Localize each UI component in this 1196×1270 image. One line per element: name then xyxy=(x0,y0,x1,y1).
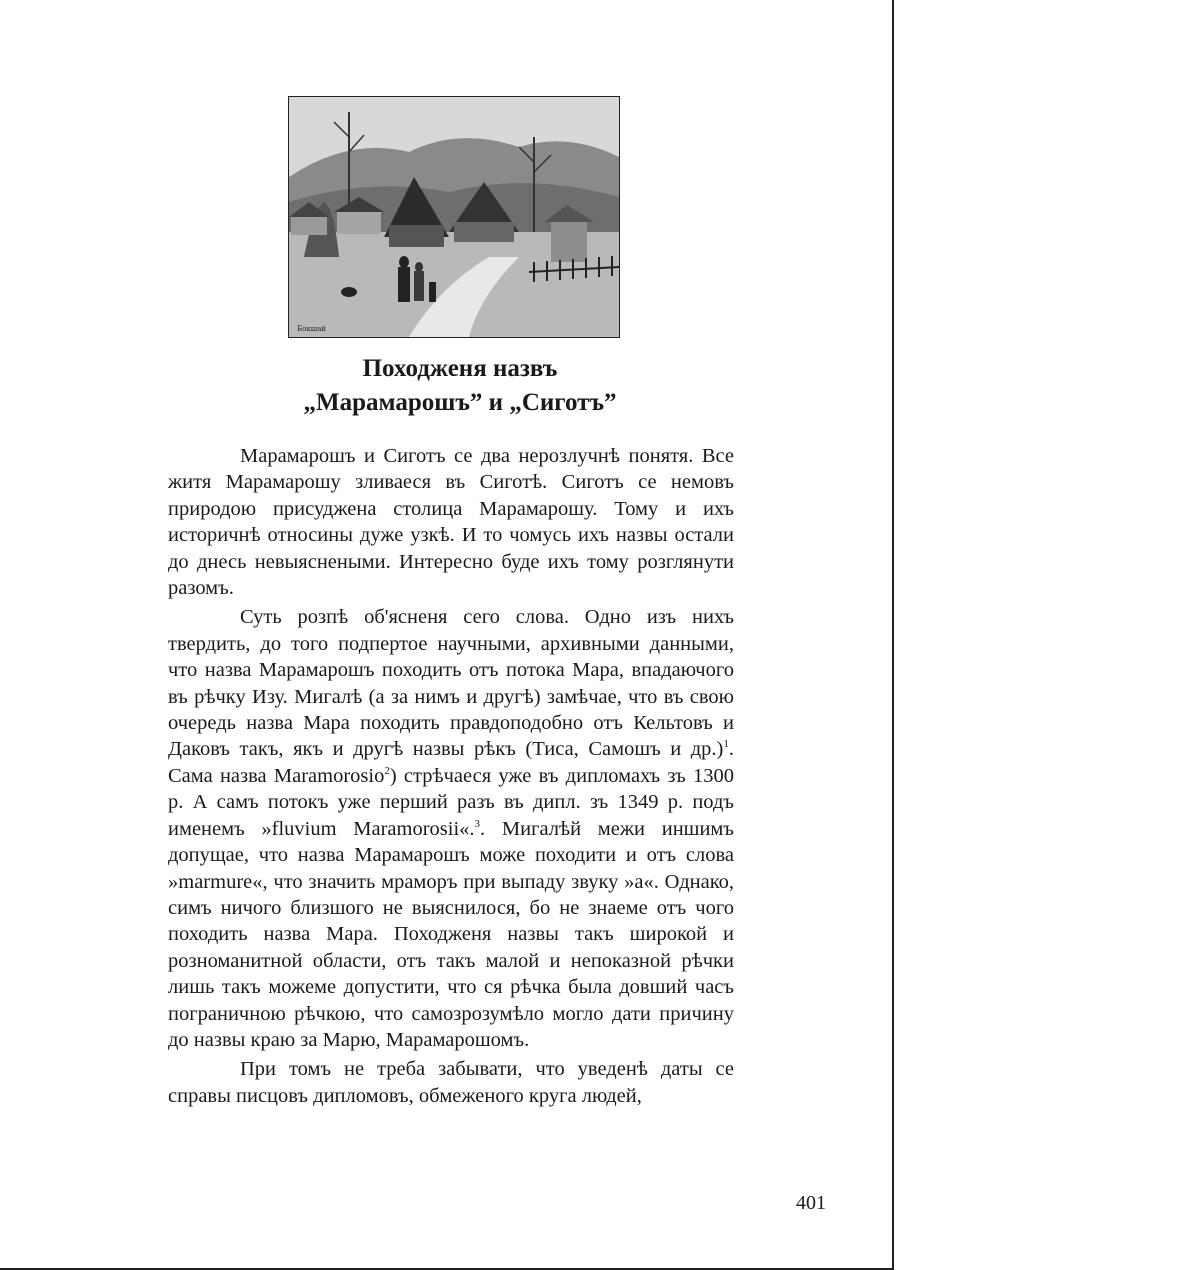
village-painting xyxy=(289,97,619,337)
chapter-title xyxy=(160,352,760,420)
painting-signature: Бокшай xyxy=(297,325,327,333)
paragraph-3: При томъ не треба забывати, что уведенѣ даты се справы писцовъ дипломовъ, обмеженого круга людей, xyxy=(168,1058,734,1107)
paragraph-1: Марамарошъ и Сиготъ се два нерозлучнѣ понятя. Все житя Марамарошу зливаеся въ Сиготѣ. Сиготъ се немовъ природою присуджена столица Марамарошу. Тому и ихъ историчнѣ относины дуже узкѣ. И то чомусь ихъ назвы остали до днесь невыяснеными. Интересно буде ихъ тому розглянути разомъ. xyxy=(168,445,734,600)
footnote-ref-2: 2 xyxy=(384,765,390,778)
paragraph-2-part-b: . Сама назва Maramorosio xyxy=(168,738,734,787)
chapter-title-line-2: „Марамарошъ” и „Сиготъ” xyxy=(303,389,617,416)
village-painting-illustration xyxy=(288,96,620,338)
footnote-ref-1: 1 xyxy=(723,738,729,751)
paragraph-2 xyxy=(168,604,734,1053)
paragraph-2-part-c: ) стрѣчаеся уже въ дипломахъ зъ 1300 р. А самъ потокъ уже перший разъ въ дипл. зъ 1349 р. подъ именемъ »fluvium Maramorosii«. xyxy=(168,764,734,840)
paragraph-2-part-d: . Мигалѣй межи иншимъ допущае, что назва Марамарошъ може походити и отъ слова »marmure«, что значить мраморъ при выпаду звуку »а«. Однако, симъ ничого близшого не выяснилося, бо не знаеме отъ чого походить назва Мара. Походженя назвы такъ широкой и розноманитной области, отъ такъ малой и непоказной рѣчки лишь такъ можеме допустити, что ся рѣчка была довший часъ пограничною рѣчкою, что самозрозумѣло могло дати причину до назвы краю за Марю, Марамарошомъ. xyxy=(168,817,734,1051)
footnote-ref-3: 3 xyxy=(474,817,481,830)
paragraph-2-part-a: Суть розпѣ об'ясненя сего слова. Одно изъ нихъ твердить, до того подпертое научными, архивными данными, что назва Марамарошъ походить отъ потока Мара, впадаючого въ рѣчку Изу. Мигалѣ (а за нимъ и другѣ) замѣчае, что въ свою очередь назва Мара походить правдоподобно отъ Кельтовъ и Даковъ такъ, якъ и другѣ назвы рѣкъ (Тиса, Самошъ и др.) xyxy=(168,606,734,761)
chapter-title-line-1: Походженя назвъ xyxy=(362,355,558,382)
page-number: 401 xyxy=(796,1192,826,1214)
body-text xyxy=(168,443,734,1112)
